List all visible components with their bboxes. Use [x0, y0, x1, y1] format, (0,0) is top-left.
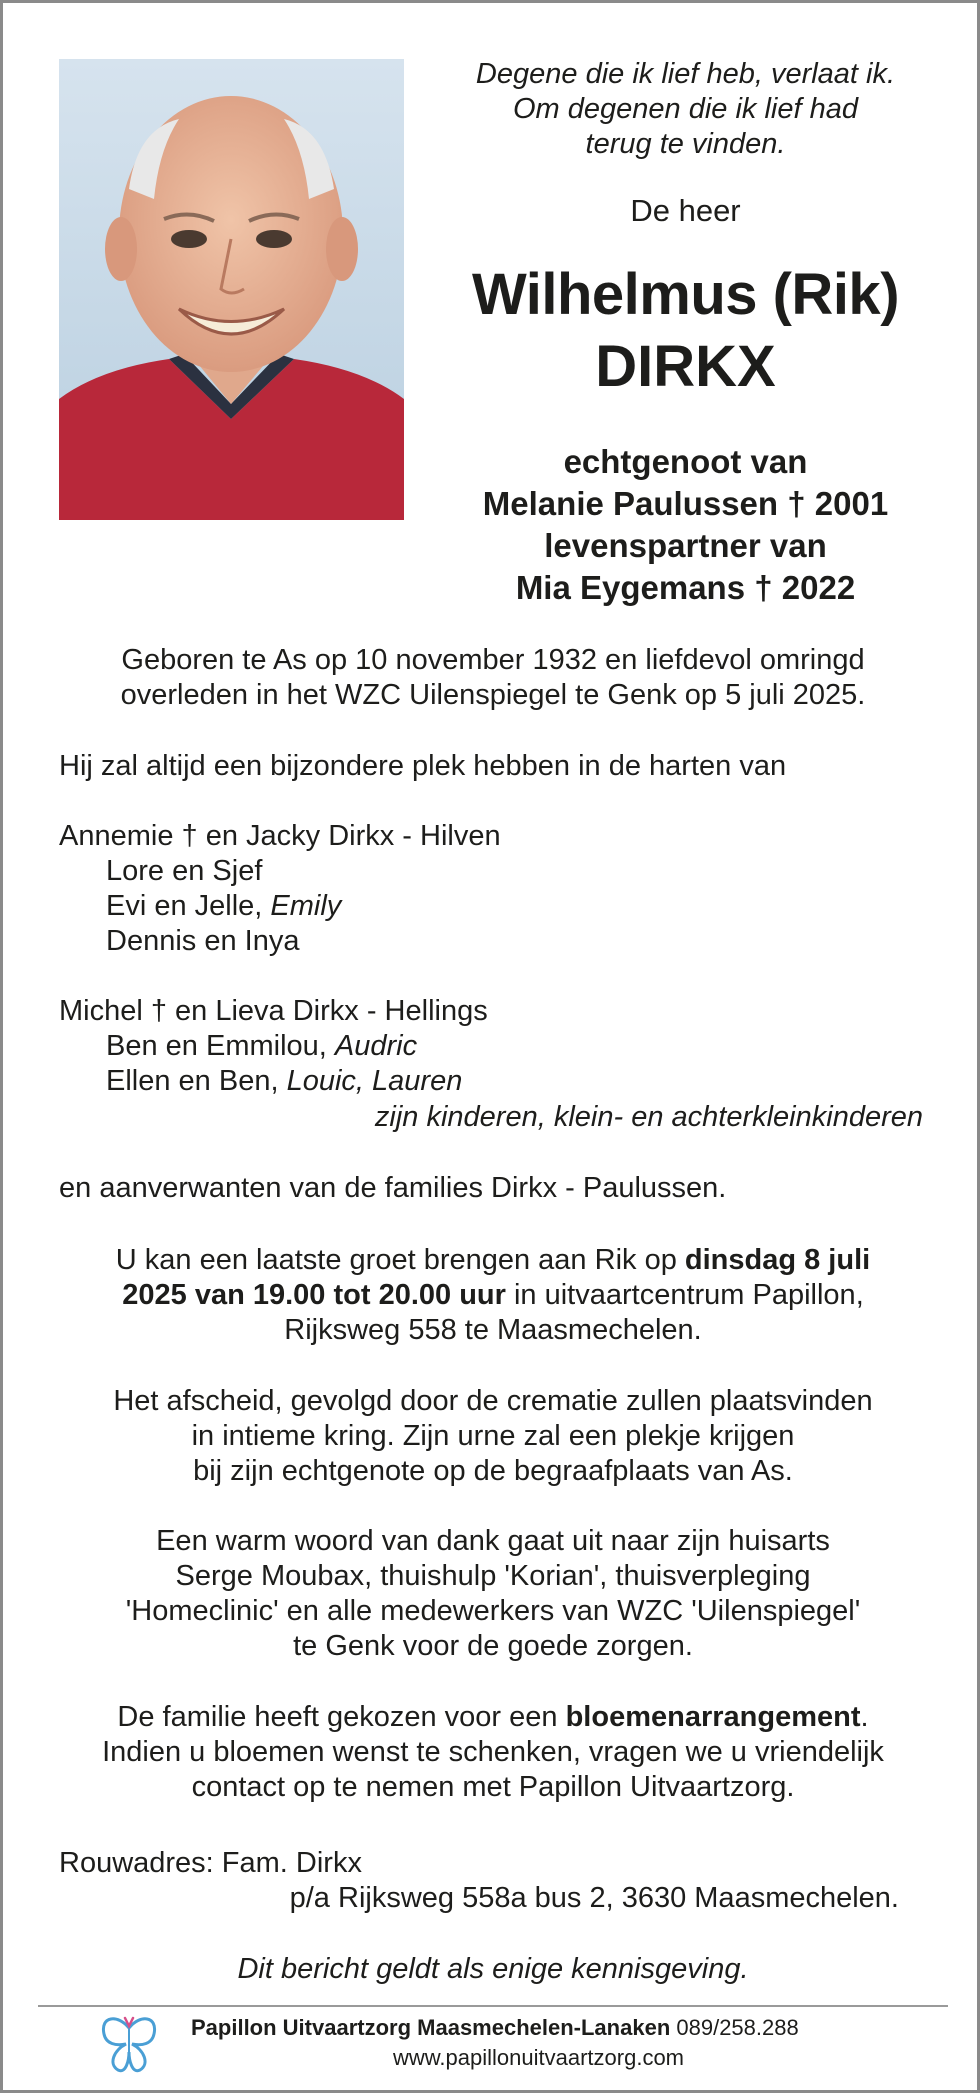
member-children: Emily — [270, 890, 342, 922]
family-head: Annemie † en Jacky Dirkx - Hilven — [59, 820, 501, 852]
flowers-info — [43, 1700, 943, 1805]
member-names: Evi en Jelle, — [106, 890, 271, 922]
member-names: Dennis en Inya — [106, 925, 300, 957]
thanks-line: 'Homeclinic' en alle medewerkers van WZC 'Uilenspiegel' — [125, 1595, 861, 1627]
family-member — [106, 1029, 417, 1064]
footer-divider — [38, 2005, 948, 2007]
flowers-text: De familie heeft gekozen voor een — [117, 1701, 566, 1733]
thanks-info — [43, 1524, 943, 1664]
birth-line: Geboren te As op 10 november 1932 en liefdevol omringd — [121, 644, 865, 676]
quote-line: Om degenen die ik lief had — [513, 93, 858, 125]
farewell-info — [43, 1384, 943, 1489]
thanks-line: Serge Moubax, thuishulp 'Korian', thuisverpleging — [175, 1560, 811, 1592]
funeral-home-phone[interactable]: 089/258.288 — [670, 2015, 799, 2040]
member-children: Louic, Lauren — [286, 1065, 463, 1097]
relation-line: Mia Eygemans † 2022 — [515, 569, 856, 606]
portrait-illustration — [59, 59, 404, 520]
thanks-line: te Genk voor de goede zorgen. — [293, 1630, 693, 1662]
flowers-line-3: contact op te nemen met Papillon Uitvaartzorg. — [191, 1771, 795, 1803]
funeral-home-contact — [191, 2014, 799, 2042]
thanks-line: Een warm woord van dank gaat uit naar zijn huisarts — [156, 1525, 830, 1557]
relation-line: levenspartner van — [544, 527, 827, 564]
deceased-last-name: DIRKX — [595, 334, 776, 399]
visitation-time: 2025 van 19.00 tot 20.00 uur — [122, 1279, 506, 1311]
mourning-address-label: Rouwadres: Fam. Dirkx — [59, 1847, 362, 1879]
heart-line: Hij zal altijd een bijzondere plek hebben in de harten van — [59, 750, 787, 782]
member-names: Ben en Emmilou, — [106, 1030, 335, 1062]
farewell-line: in intieme kring. Zijn urne zal een plekje krijgen — [191, 1420, 795, 1452]
notice-line: Dit bericht geldt als enige kennisgeving. — [237, 1953, 749, 1985]
spouse-relations — [413, 441, 958, 609]
relation-summary: zijn kinderen, klein- en achterkleinkinderen — [374, 1101, 923, 1133]
visitation-text: U kan een laatste groet brengen aan Rik op — [115, 1244, 685, 1276]
quote-line: Degene die ik lief heb, verlaat ik. — [475, 58, 896, 90]
birth-death-info — [43, 643, 943, 713]
farewell-line: Het afscheid, gevolgd door de crematie zullen plaatsvinden — [113, 1385, 873, 1417]
butterfly-logo-icon — [98, 2014, 160, 2074]
quote — [433, 57, 938, 162]
portrait-photo — [59, 59, 404, 520]
relation-line: echtgenoot van — [563, 443, 808, 480]
visitation-address: Rijksweg 558 te Maasmechelen. — [284, 1314, 702, 1346]
visitation-info — [43, 1243, 943, 1348]
flowers-line-1 — [43, 1700, 943, 1735]
family-member — [106, 854, 262, 889]
death-line: overleden in het WZC Uilenspiegel te Genk op 5 juli 2025. — [120, 679, 866, 711]
flowers-arrangement: bloemenarrangement — [565, 1701, 861, 1733]
family-head: Michel † en Lieva Dirkx - Hellings — [59, 995, 488, 1027]
family-member — [106, 889, 341, 924]
mourning-address: p/a Rijksweg 558a bus 2, 3630 Maasmechelen. — [289, 1882, 899, 1914]
relation-line: Melanie Paulussen † 2001 — [482, 485, 889, 522]
flowers-line-2: Indien u bloemen wenst te schenken, vragen we u vriendelijk — [102, 1736, 884, 1768]
member-names: Lore en Sjef — [106, 855, 263, 887]
funeral-home-name: Papillon Uitvaartzorg Maasmechelen-Lanaken — [191, 2015, 671, 2040]
visitation-date: dinsdag 8 juli — [684, 1244, 871, 1276]
member-names: Ellen en Ben, — [106, 1065, 287, 1097]
visitation-line-1 — [43, 1243, 943, 1278]
member-children: Audric — [334, 1030, 418, 1062]
deceased-first-name: Wilhelmus (Rik) — [471, 262, 900, 327]
funeral-home-website[interactable]: www.papillonuitvaartzorg.com — [392, 2045, 685, 2070]
farewell-line: bij zijn echtgenote op de begraafplaats van As. — [193, 1455, 793, 1487]
relatives-line: en aanverwanten van de families Dirkx - Paulussen. — [59, 1172, 727, 1204]
visitation-location: in uitvaartcentrum Papillon, — [505, 1279, 864, 1311]
family-member — [106, 1064, 462, 1099]
flowers-period: . — [860, 1701, 869, 1733]
quote-line: terug te vinden. — [585, 128, 786, 160]
salutation: De heer — [630, 193, 741, 228]
visitation-line-2 — [43, 1278, 943, 1313]
family-member — [106, 924, 299, 959]
